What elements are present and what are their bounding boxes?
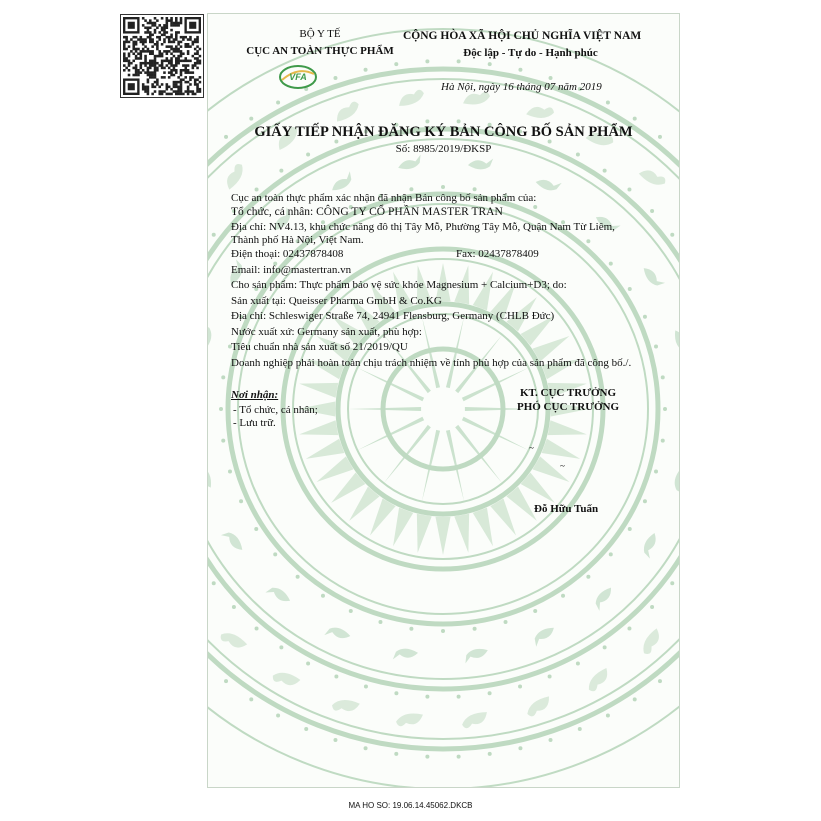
address-line-1: Địa chỉ: NV4.13, khu chức năng đô thị Tây Mỗ, Phường Tây Mỗ, Quận Nam Từ Liêm, bbox=[231, 221, 615, 233]
ministry-name: BỘ Y TẾ bbox=[299, 28, 341, 40]
place-date: Hà Nội, ngày 16 tháng 07 năm 2019 bbox=[441, 81, 602, 93]
phone: Điện thoại: 02437878408 bbox=[231, 248, 344, 260]
document-title: GIẤY TIẾP NHẬN ĐĂNG KÝ BẢN CÔNG BỐ SẢN PHẨM bbox=[254, 124, 633, 140]
certificate-document bbox=[207, 13, 680, 788]
standard: Tiêu chuẩn nhà sản xuất số 21/2019/QU bbox=[231, 341, 408, 353]
department-name: CỤC AN TOÀN THỰC PHẨM bbox=[246, 45, 394, 57]
country-of-origin: Nước xuất xứ: Germany sản xuất, phù hợp: bbox=[231, 326, 422, 338]
manufacturer-address: Địa chỉ: Schleswiger Straße 74, 24941 Flensburg, Germany (CHLB Đức) bbox=[231, 310, 555, 322]
recipient-item: - Lưu trữ. bbox=[233, 417, 276, 429]
email: Email: info@mastertran.vn bbox=[231, 264, 352, 276]
signature-subtitle: PHÓ CỤC TRƯỞNG bbox=[516, 401, 620, 413]
vfa-logo bbox=[278, 64, 318, 90]
document-number: Số: 8985/2019/ĐKSP bbox=[395, 143, 492, 155]
national-motto: Độc lập - Tự do - Hạnh phúc bbox=[463, 47, 598, 59]
fax: Fax: 02437878409 bbox=[456, 248, 539, 260]
logo-text: VFA bbox=[289, 72, 307, 82]
intro-text: Cục an toàn thực phẩm xác nhận đã nhận Bản công bố sản phẩm của: bbox=[231, 192, 537, 204]
responsibility-statement: Doanh nghiệp phải hoàn toàn chịu trách nhiệm về tính phù hợp của sản phẩm đã công bố./. bbox=[231, 357, 632, 369]
manufacturer: Sản xuất tại: Queisser Pharma GmbH & Co.KG bbox=[231, 295, 442, 307]
address-line-2: Thành phố Hà Nội, Việt Nam. bbox=[231, 234, 364, 246]
nation-name: CỘNG HÒA XÃ HỘI CHỦ NGHĨA VIỆT NAM bbox=[403, 30, 642, 42]
signer-name: Đỗ Hữu Tuấn bbox=[534, 503, 599, 515]
qr-code bbox=[120, 14, 204, 98]
organization: Tổ chức, cá nhân: CÔNG TY CỔ PHẦN MASTER TRAN bbox=[231, 206, 503, 218]
signature-mark: ~ bbox=[560, 461, 565, 471]
signature-title: KT. CỤC TRƯỞNG bbox=[519, 387, 617, 399]
dossier-code: MA HO SO: 19.06.14.45062.DKCB bbox=[348, 801, 473, 810]
product: Cho sản phẩm: Thực phẩm bảo vệ sức khỏe Magnesium + Calcium+D3; do: bbox=[231, 279, 567, 291]
recipients-heading: Nơi nhận: bbox=[231, 389, 279, 401]
signature-mark: ~ bbox=[529, 443, 534, 453]
recipient-item: - Tổ chức, cá nhân; bbox=[233, 404, 318, 416]
